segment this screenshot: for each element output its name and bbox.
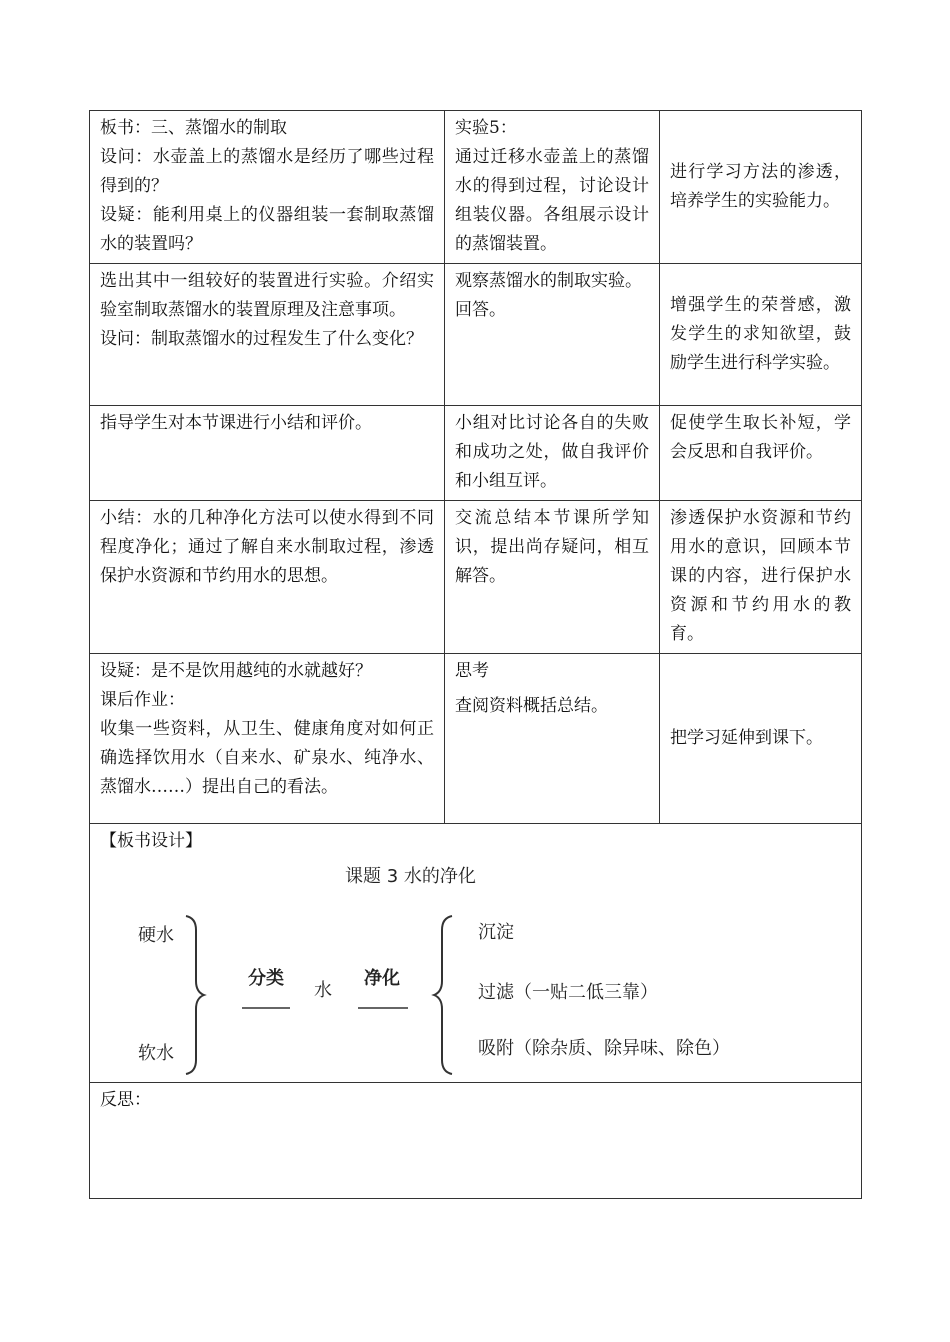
cell-text: 回答。 [455,300,506,320]
water-center-label: 水 [314,980,332,1001]
board-design-row [90,824,862,1083]
cell-text: 交流总结本节课所学知识，提出尚存疑问，相互解答。 [455,508,649,586]
board-title: 课题 3 水的净化 [345,866,476,887]
teacher-activity-cell [90,501,445,654]
lesson-table [89,110,862,1199]
reflection-cell [90,1083,862,1199]
purify-label: 净化 [364,968,400,989]
board-design-heading: 【板书设计】 [100,831,202,851]
cell-text: 板书：三、蒸馏水的制取 [100,118,287,138]
cell-text: 通过迁移水壶盖上的蒸馏水的得到过程，讨论设计组装仪器。各组展示设计的蒸馏装置。 [455,147,649,254]
student-activity-cell [445,111,660,264]
table-row [90,406,862,501]
cell-text: 把学习延伸到课下。 [670,727,823,748]
method-adsorption: 吸附（除杂质、除异味、除色） [478,1038,730,1059]
table-row [90,654,862,824]
cell-text: 指导学生对本节课进行小结和评价。 [100,413,372,433]
cell-text: 促使学生取长补短，学会反思和自我评价。 [670,413,851,462]
soft-water-label: 软水 [138,1043,174,1064]
teacher-activity-cell [90,654,445,824]
table-row [90,111,862,264]
cell-text: 选出其中一组较好的装置进行实验。介绍实验室制取蒸馏水的装置原理及注意事项。 [100,271,434,320]
cell-text: 实验5： [455,118,517,138]
lesson-plan-page [89,110,861,1199]
cell-text: 查阅资料概括总结。 [455,696,608,716]
method-sedimentation: 沉淀 [478,922,514,943]
cell-text: 增强学生的荣誉感，激发学生的求知欲望，鼓励学生进行科学实验。 [670,294,851,373]
design-intent-cell [660,264,862,406]
left-brace [186,916,204,1074]
cell-text: 观察蒸馏水的制取实验。 [455,271,642,291]
teacher-activity-cell [90,264,445,406]
cell-text: 进行学习方法的渗透，培养学生的实验能力。 [670,161,851,211]
cell-text: 思考 [455,661,489,681]
board-design-cell [90,824,862,1083]
cell-text: 渗透保护水资源和节约用水的意识，回顾本节课的内容，进行保护水资源和节约用水的教育。 [670,508,851,644]
teacher-activity-cell [90,406,445,501]
design-intent-cell [660,501,862,654]
table-row [90,501,862,654]
teacher-activity-cell [90,111,445,264]
student-activity-cell [445,501,660,654]
board-diagram [100,856,851,1082]
student-activity-cell [445,406,660,501]
reflection-label: 反思： [100,1090,151,1110]
design-intent-cell [660,654,862,824]
hard-water-label: 硬水 [138,925,174,946]
cell-text: 小结：水的几种净化方法可以使水得到不同程度净化；通过了解自来水制取过程，渗透保护水资源和节约用水的思想。 [100,508,434,586]
right-brace [434,916,452,1074]
method-filtration: 过滤（一贴二低三靠） [478,982,658,1003]
classify-label: 分类 [248,968,284,989]
table-row [90,264,862,406]
design-intent-cell [660,406,862,501]
cell-text: 课后作业： [100,690,185,710]
student-activity-cell [445,654,660,824]
cell-text: 设问：水壶盖上的蒸馏水是经历了哪些过程得到的？ [100,147,434,196]
cell-text: 设疑：能利用桌上的仪器组装一套制取蒸馏水的装置吗？ [100,205,434,254]
cell-text: 设疑：是不是饮用越纯的水就越好？ [100,661,372,681]
cell-text: 小组对比讨论各自的失败和成功之处，做自我评价和小组互评。 [455,413,649,491]
student-activity-cell [445,264,660,406]
cell-text: 收集一些资料，从卫生、健康角度对如何正确选择饮用水（自来水、矿泉水、纯净水、蒸馏水……）提出自己的看法。 [100,719,434,797]
reflection-row [90,1083,862,1199]
design-intent-cell [660,111,862,264]
cell-text: 设问：制取蒸馏水的过程发生了什么变化？ [100,329,423,349]
